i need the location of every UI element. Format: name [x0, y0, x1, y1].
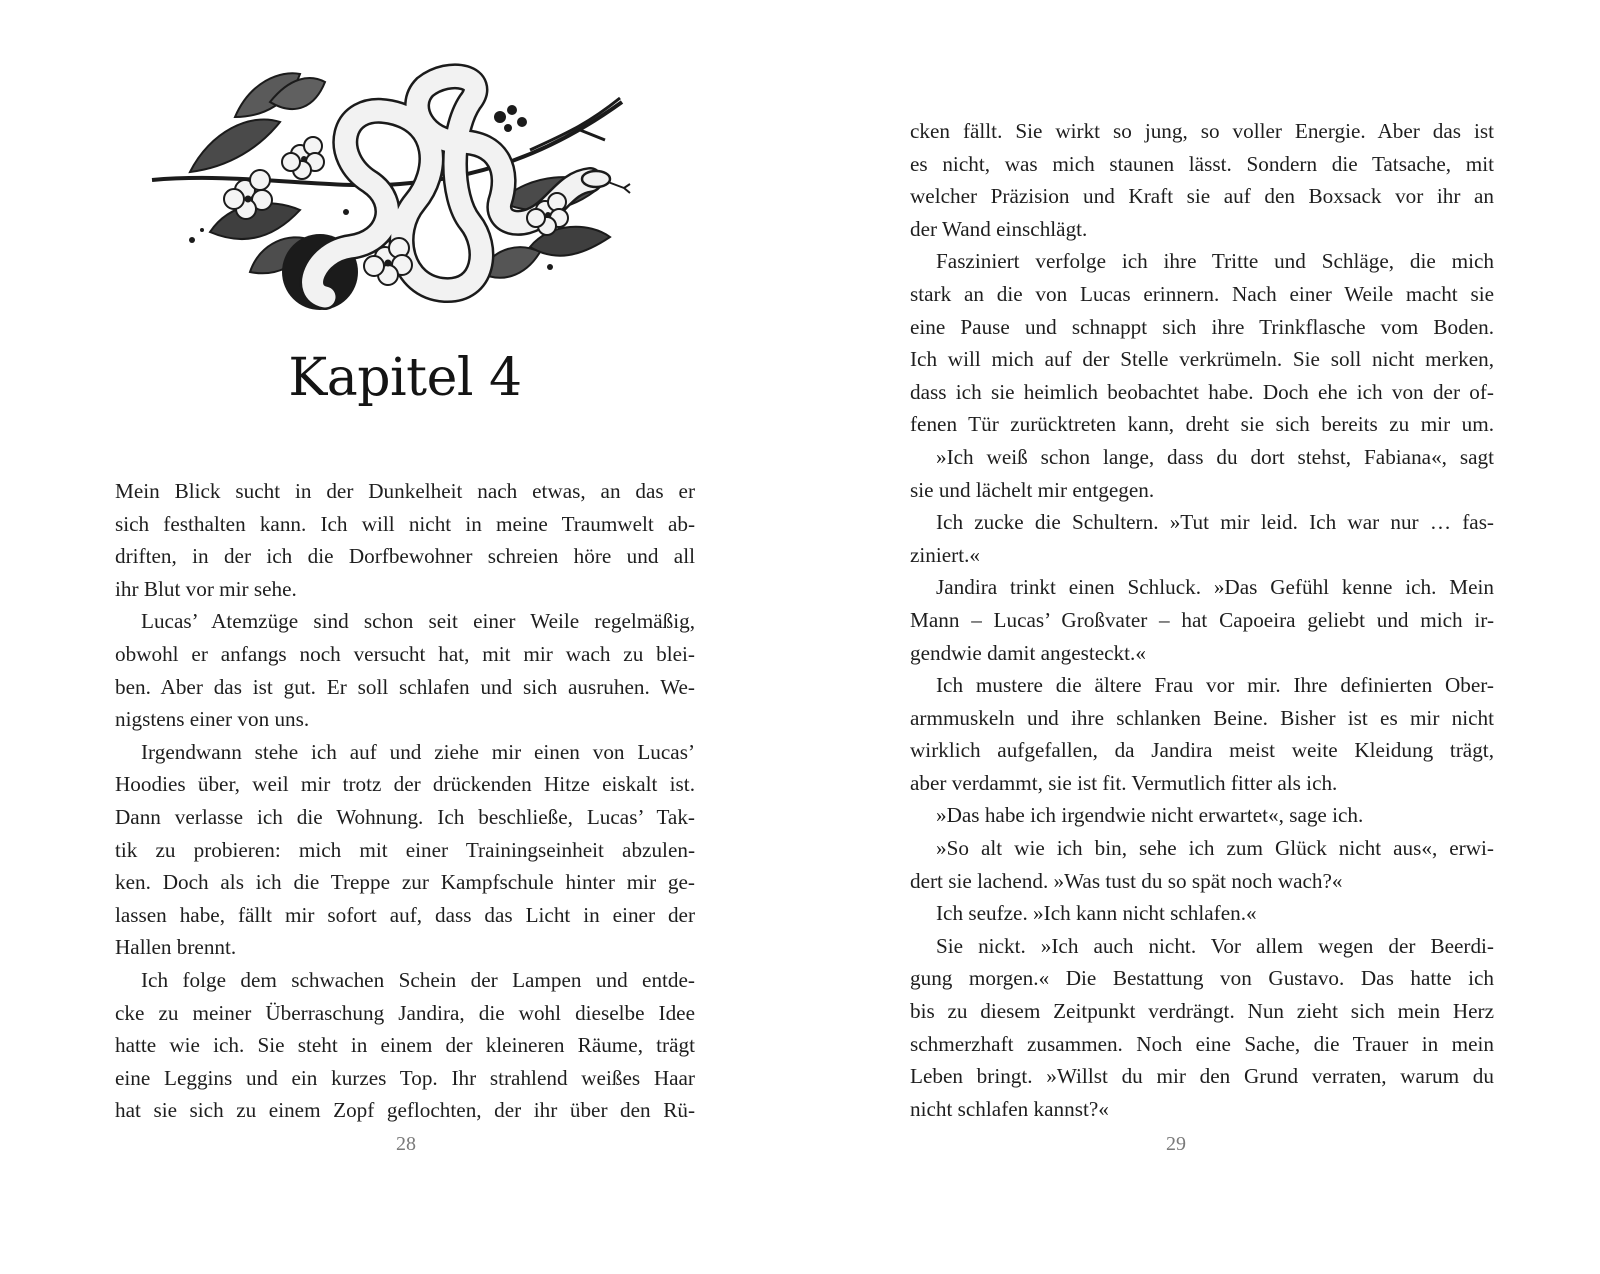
- text-line: aber verdammt, sie ist fit. Vermutlich fitter als ich.: [910, 770, 1338, 795]
- text-line: sich festhalten kann. Ich will nicht in meine Traumwelt ab-: [115, 511, 695, 536]
- text-line: ben. Aber das ist gut. Er soll schlafen und sich ausruhen. We-: [115, 674, 695, 699]
- text-line: nigstens einer von uns.: [115, 707, 310, 732]
- text-line: lassen habe, fällt mir sofort auf, dass das Licht in einer der: [115, 902, 695, 927]
- text-line: hatte wie ich. Sie steht in einem der kleineren Räume, trägt: [115, 1033, 695, 1058]
- text-line: »So alt wie ich bin, sehe ich zum Glück nicht aus«, erwi-: [936, 836, 1494, 861]
- text-line: ziniert.«: [910, 542, 981, 567]
- text-line: Fasziniert verfolge ich ihre Tritte und Schläge, die mich: [936, 249, 1494, 274]
- page-number: 28: [396, 1133, 416, 1155]
- text-line: Jandira trinkt einen Schluck. »Das Gefühl kenne ich. Mein: [936, 575, 1494, 600]
- text-line: es nicht, was mich staunen lässt. Sondern die Tatsache, mit: [910, 151, 1494, 176]
- text-line: obwohl er anfangs noch versucht hat, mit mir wach zu blei-: [115, 641, 695, 666]
- text-line: hat sie sich zu einem Zopf geflochten, der ihr über den Rü-: [115, 1098, 695, 1123]
- text-line: dert sie lachend. »Was tust du so spät noch wach?«: [910, 868, 1343, 893]
- text-line: Hallen brennt.: [115, 935, 237, 960]
- text-line: schmerzhaft zusammen. Noch eine Sache, die Trauer in mein: [910, 1031, 1494, 1056]
- text-line: Ich will mich auf der Stelle verkrümeln. Sie soll nicht merken,: [910, 347, 1494, 372]
- text-line: dass ich sie heimlich beobachtet habe. Doch ehe ich von der of-: [910, 379, 1494, 404]
- text-line: driften, in der ich die Dorfbewohner schreien höre und all: [115, 544, 695, 569]
- text-line: Hoodies über, weil mir trotz der drückenden Hitze eiskalt ist.: [115, 772, 695, 797]
- text-line: Sie nickt. »Ich auch nicht. Vor allem wegen der Beerdi-: [936, 933, 1494, 958]
- text-line: Ich seufze. »Ich kann nicht schlafen.«: [936, 901, 1257, 926]
- text-line: Ich folge dem schwachen Schein der Lampen und entde-: [141, 967, 695, 992]
- text-line: Leben bringt. »Willst du mir den Grund verraten, warum du: [910, 1064, 1494, 1089]
- text-line: Lucas’ Atemzüge sind schon seit einer Weile regelmäßig,: [141, 609, 695, 634]
- snake-with-flowers-illustration: [150, 62, 640, 312]
- text-line: ken. Doch als ich die Treppe zur Kampfschule hinter mir ge-: [115, 870, 695, 895]
- right-page-body-text: [910, 115, 1494, 1125]
- text-line: »Das habe ich irgendwie nicht erwartet«, sage ich.: [936, 803, 1364, 828]
- text-line: armmuskeln und ihre schlanken Beine. Bisher ist es mir nicht: [910, 705, 1494, 730]
- text-line: gung morgen.« Die Bestattung von Gustavo. Das hatte ich: [910, 966, 1494, 991]
- chapter-title: Kapitel 4: [288, 348, 522, 408]
- text-line: nicht schlafen kannst?«: [910, 1096, 1109, 1121]
- right-page: [800, 0, 1600, 1274]
- text-line: Mein Blick sucht in der Dunkelheit nach etwas, an das er: [115, 479, 695, 503]
- text-line: sie und lächelt mir entgegen.: [910, 477, 1155, 502]
- text-line: stark an die von Lucas erinnern. Nach einer Weile macht sie: [910, 281, 1494, 306]
- text-line: bis zu diesem Zeitpunkt verdrängt. Nun zieht sich mein Herz: [910, 999, 1494, 1024]
- text-line: der Wand einschlägt.: [910, 216, 1088, 241]
- text-line: wirklich aufgefallen, da Jandira meist weite Kleidung trägt,: [910, 738, 1494, 763]
- text-line: tik zu probieren: mich mit einer Trainingseinheit abzulen-: [115, 837, 695, 862]
- text-line: eine Pause und schnappt sich ihre Trinkflasche vom Boden.: [910, 314, 1494, 339]
- page-number: 29: [1166, 1133, 1186, 1155]
- text-line: ihr Blut vor mir sehe.: [115, 576, 297, 601]
- text-line: welcher Präzision und Kraft sie auf den Boxsack vor ihr an: [910, 184, 1494, 209]
- text-line: Mann – Lucas’ Großvater – hat Capoeira geliebt und mich ir-: [910, 607, 1494, 632]
- text-line: eine Leggins und ein kurzes Top. Ihr strahlend weißes Haar: [115, 1065, 695, 1090]
- text-line: gendwie damit angesteckt.«: [910, 640, 1146, 665]
- text-line: Dann verlasse ich die Wohnung. Ich beschließe, Lucas’ Tak-: [115, 804, 695, 829]
- text-line: cken fällt. Sie wirkt so jung, so voller Energie. Aber das ist: [910, 119, 1494, 143]
- text-line: cke zu meiner Überraschung Jandira, die wohl dieselbe Idee: [115, 1000, 695, 1025]
- text-line: Ich mustere die ältere Frau vor mir. Ihre definierten Ober-: [936, 673, 1494, 698]
- text-line: Irgendwann stehe ich auf und ziehe mir einen von Lucas’: [141, 739, 695, 764]
- text-line: fenen Tür zurücktreten kann, dreht sie sich bereits zu mir um.: [910, 412, 1494, 437]
- left-page-body-text: [115, 475, 695, 1127]
- text-line: »Ich weiß schon lange, dass du dort stehst, Fabiana«, sagt: [936, 444, 1494, 469]
- text-line: Ich zucke die Schultern. »Tut mir leid. Ich war nur … fas-: [936, 510, 1494, 535]
